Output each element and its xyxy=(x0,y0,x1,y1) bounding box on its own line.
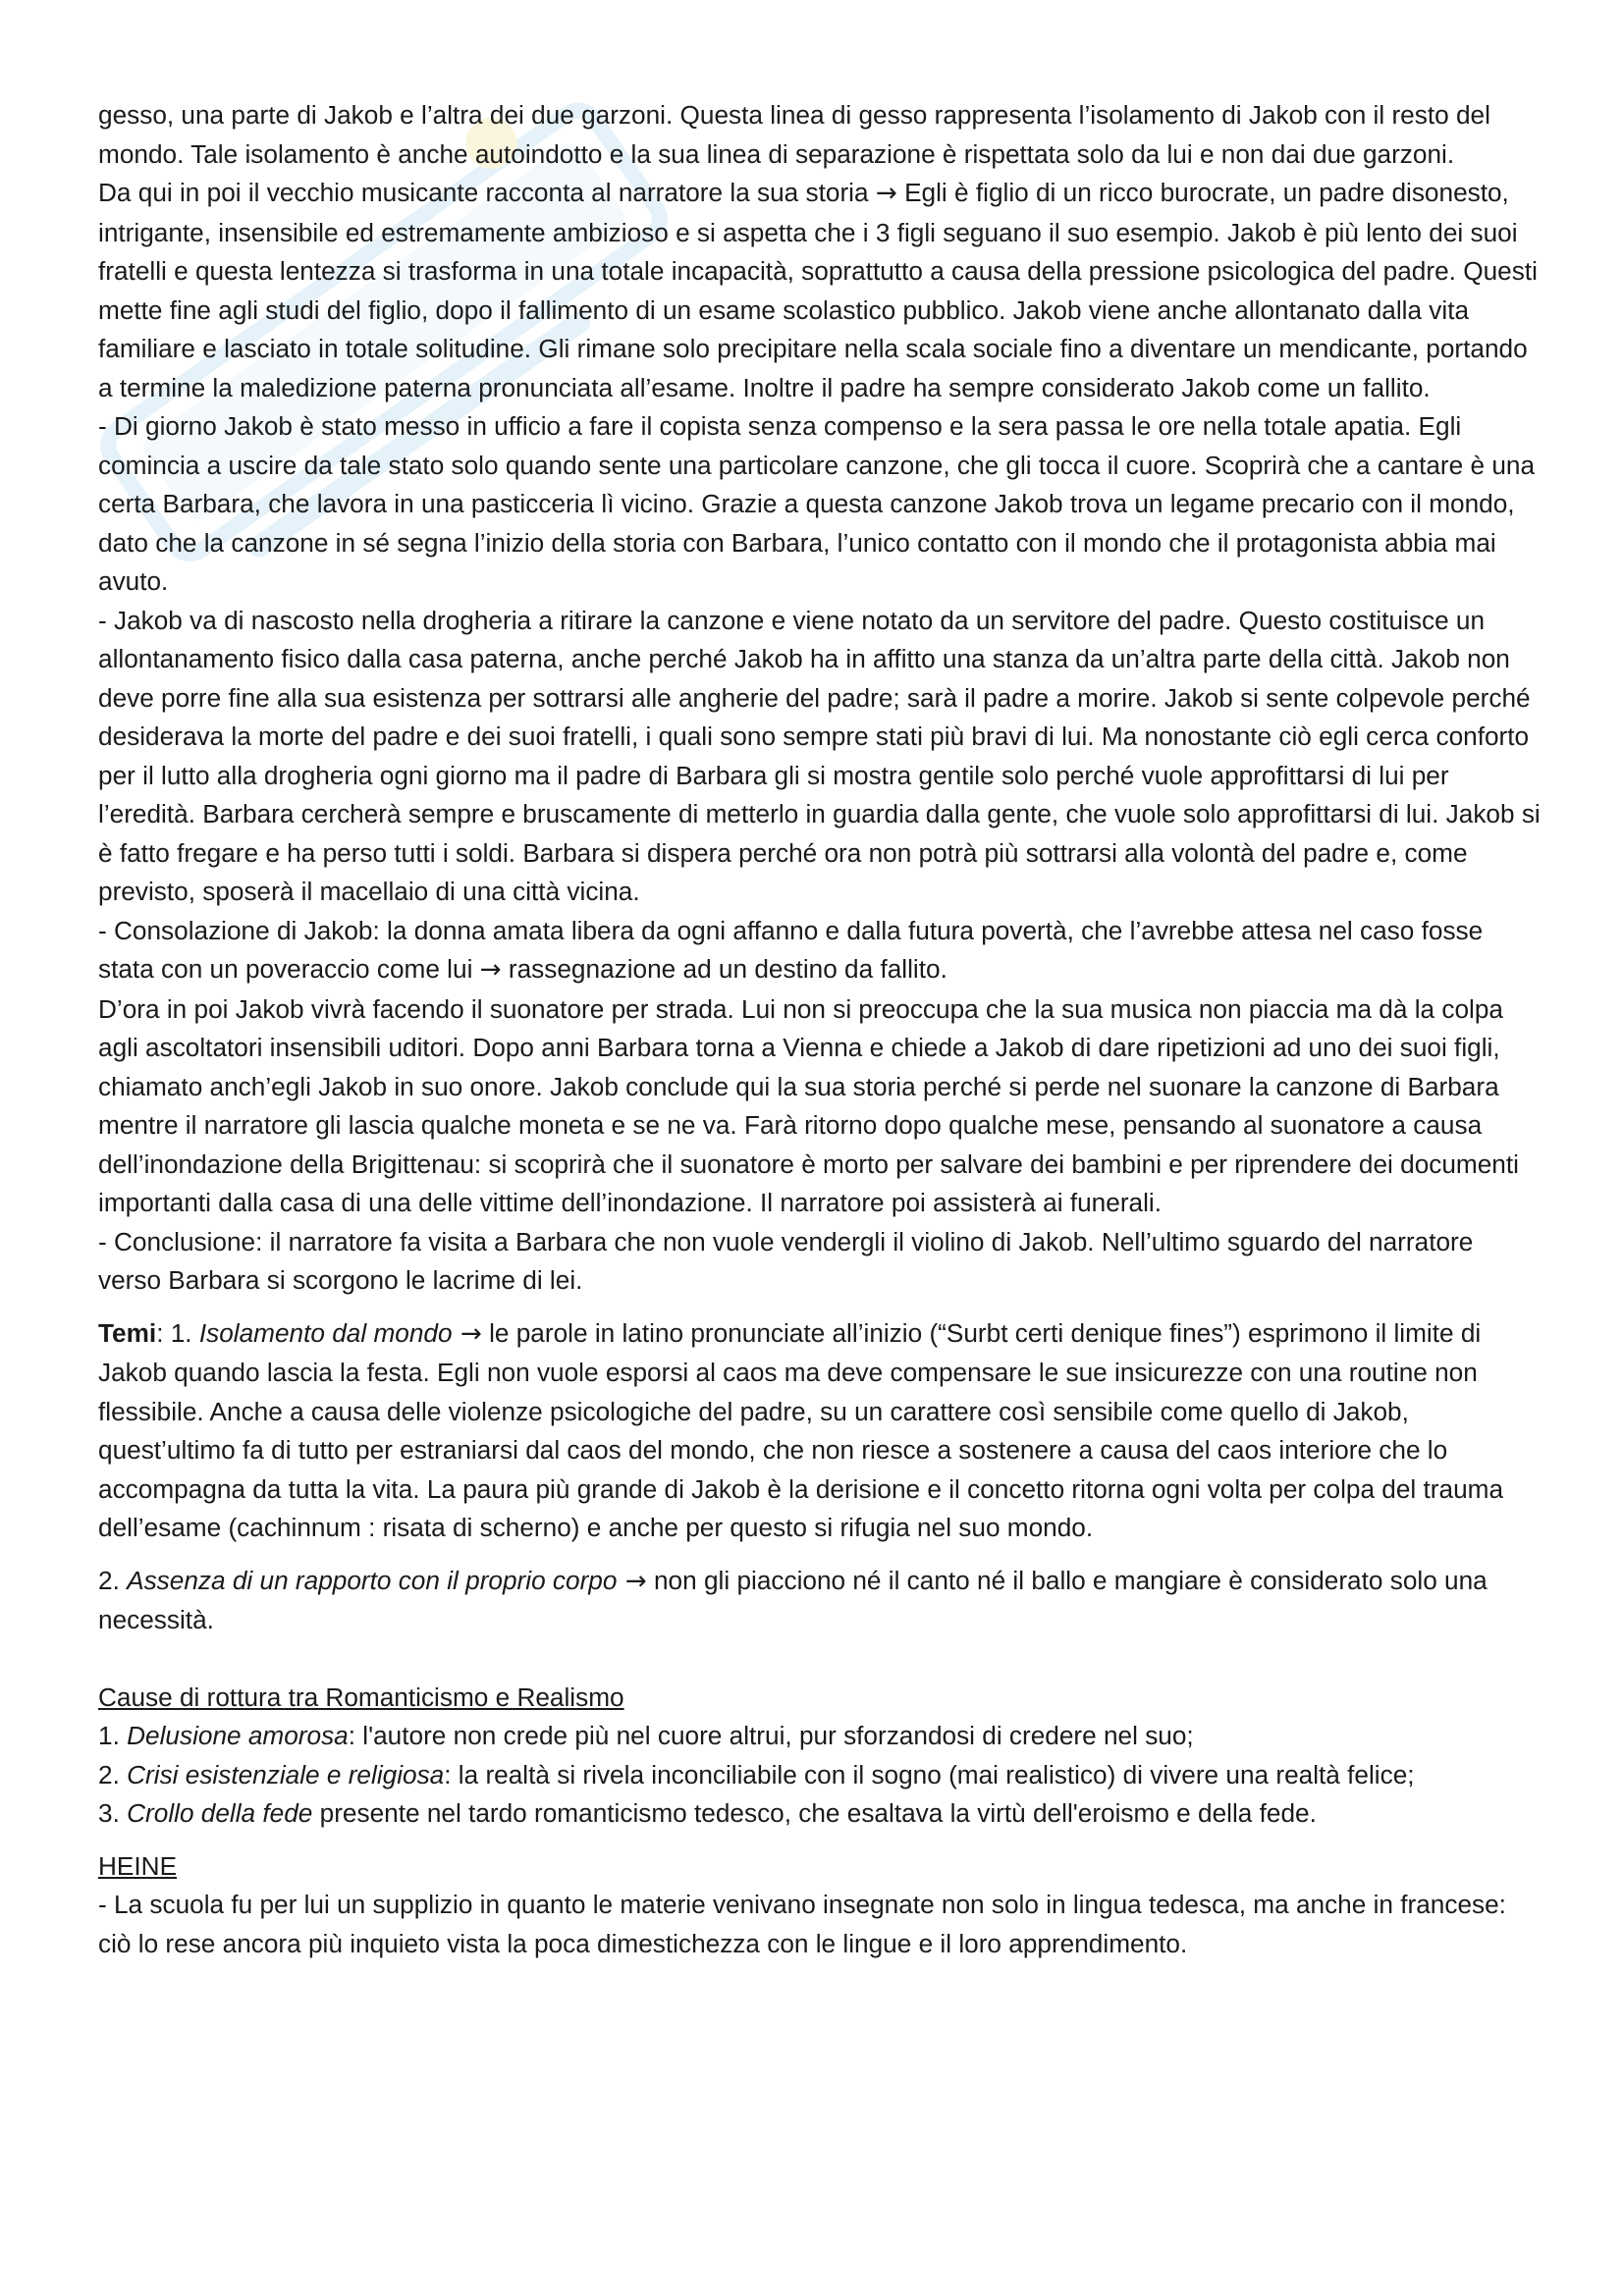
paragraph-temi-2: 2. Assenza di un rapporto con il proprio corpo → non gli piacciono né il canto né il ballo e mangiare è considerato solo una necessità. xyxy=(98,1565,1488,1634)
cause-item-2: 2. Crisi esistenziale e religiosa: la realtà si rivela inconciliabile con il sogno (mai realistico) di vivere una realtà felice; xyxy=(98,1759,1415,1789)
arrow-right-icon: → xyxy=(617,1566,647,1596)
tema-1-title: Isolamento dal mondo xyxy=(198,1317,453,1348)
arrow-right-icon: → xyxy=(479,955,502,985)
arrow-right-icon: → xyxy=(875,179,897,208)
paragraph-conclusione: - Conclusione: il narratore fa visita a Barbara che non vuole vendergli il violino di Jakob. Nell’ultimo sguardo del narratore verso Barbara si scorgono le lacrime di lei. xyxy=(98,1226,1474,1295)
paragraph-drogheria: - Jakob va di nascosto nella drogheria a ritirare la canzone e viene notato da un servitore del padre. Questo costituisce un allontanamento fisico dalla casa paterna, anche perché Jakob ha in affitto una stanza da un’altra parte della città. Jakob non deve porre fine alla sua esistenza per sottrarsi alle angherie del padre; sarà il padre a morire. Jakob si sente colpevole perché desiderava la morte del padre e dei suoi fratelli, i quali sono sempre stati più bravi di lui. Ma nonostante ciò egli cerca conforto per il lutto alla drogheria ogni giorno ma il padre di Barbara gli si mostra gentile solo perché vuole approfittarsi di lui per l’eredità. Barbara cercherà sempre e bruscamente di metterlo in guardia dalla gente, che vuole solo approfittarsi di lui. Jakob si è fatto fregare e ha perso tutti i soldi. Barbara si dispera perché ora non potrà più sottrarsi alla volontà del padre e, come previsto, sposerà il macellaio di una città vicina. xyxy=(98,605,1541,906)
tema-2-title: Assenza di un rapporto con il proprio corpo xyxy=(127,1565,618,1595)
paragraph-temi-1: Temi: 1. Isolamento dal mondo → le parole in latino pronunciate all’inizio (“Surbt certi denique fines”) esprimono il limite di Jakob quando lascia la festa. Egli non vuole esporsi al caos ma deve compensare le sue insicurezze con una routine non flessibile. Anche a causa delle violenze psicologiche del padre, su un carattere così sensibile come quello di Jakob, quest’ultimo fa di tutto per estraniarsi dal caos del mondo, che non riesce a sostenere a causa del caos interiore che lo accompagna da tutta la vita. La paura più grande di Jakob è la derisione e il concetto ritorna ogni volta per colpa del trauma dell’esame (cachinnum : risata di scherno) e anche per questo si rifugia nel suo mondo. xyxy=(98,1317,1504,1542)
paragraph-ufficio: - Di giorno Jakob è stato messo in ufficio a fare il copista senza compenso e la sera passa le ore nella totale apatia. Egli comincia a uscire da tale stato solo quando sente una particolare canzone, che gli tocca il cuore. Scoprirà che a cantare è una certa Barbara, che lavora in una pasticceria lì vicino. Grazie a questa canzone Jakob trova un legame precario con il mondo, dato che la canzone in sé segna l’inizio della storia con Barbara, l’unico contatto con il mondo che il protagonista abbia mai avuto. xyxy=(98,411,1536,596)
paragraph-consolazione: - Consolazione di Jakob: la donna amata libera da ogni affanno e dalla futura povertà, che l’avrebbe attesa nel caso fosse stata con un poveraccio come lui → rassegnazione ad un destino da fallito. xyxy=(98,915,1484,985)
paragraph-gesso: gesso, una parte di Jakob e l’altra dei due garzoni. Questa linea di gesso rappresenta l’isolamento di Jakob con il resto del mondo. Tale isolamento è anche autoindotto e la sua linea di separazione è rispettata solo da lui e non dai due garzoni. xyxy=(98,100,1490,169)
arrow-right-icon: → xyxy=(452,1318,482,1349)
heine-heading: HEINE xyxy=(98,1850,178,1881)
paragraph-suonatore: D’ora in poi Jakob vivrà facendo il suonatore per strada. Lui non si preoccupa che la sua musica non piaccia ma dà la colpa agli ascoltatori insensibili uditori. Dopo anni Barbara torna a Vienna e chiede a Jakob di dare ripetizioni ad uno dei suoi figli, chiamato anch’egli Jakob in suo onore. Jakob conclude qui la sua storia perché si perde nel suonare la canzone di Barbara mentre il narratore gli lascia qualche moneta e se ne va. Farà ritorno dopo qualche mese, pensando al suonatore a causa dell’inondazione della Brigittenau: si scoprirà che il suonatore è morto per salvare dei bambini e per riprendere dei documenti importanti dalla casa di una delle vittime dell’inondazione. Il narratore poi assisterà ai funerali. xyxy=(98,993,1519,1217)
cause-heading: Cause di rottura tra Romanticismo e Realismo xyxy=(98,1682,624,1712)
paragraph-storia: Da qui in poi il vecchio musicante racconta al narratore la sua storia → Egli è figlio di un ricco burocrate, un padre disonesto, intrigante, insensibile ed estremamente ambizioso e si aspetta che i 3 figli seguano il suo esempio. Jakob è più lento dei suoi fratelli e questa lentezza si trasforma in una totale incapacità, soprattutto a causa della pressione psicologica del padre. Questi mette fine agli studi del figlio, dopo il fallimento di un esame scolastico pubblico. Jakob viene anche allontanato dalla vita familiare e lasciato in totale solitudine. Gli rimane solo precipitare nella scala sociale fino a diventare un mendicante, portando a termine la maledizione paterna pronunciata all’esame. Inoltre il padre ha sempre considerato Jakob come un fallito. xyxy=(98,178,1538,402)
cause-item-1: 1. Delusione amorosa: l'autore non crede più nel cuore altrui, pur sforzandosi di credere nel suo; xyxy=(98,1721,1194,1750)
cause-item-3: 3. Crollo della fede presente nel tardo romanticismo tedesco, che esaltava la virtù dell'eroismo e della fede. xyxy=(98,1798,1317,1828)
paragraph-heine: - La scuola fu per lui un supplizio in quanto le materie venivano insegnate non solo in lingua tedesca, ma anche in francese: ciò lo rese ancora più inquieto vista la poca dimestichezza con le lingue e il loro apprendimento. xyxy=(98,1890,1506,1958)
document-body xyxy=(98,96,1542,1963)
temi-label: Temi xyxy=(98,1317,157,1348)
